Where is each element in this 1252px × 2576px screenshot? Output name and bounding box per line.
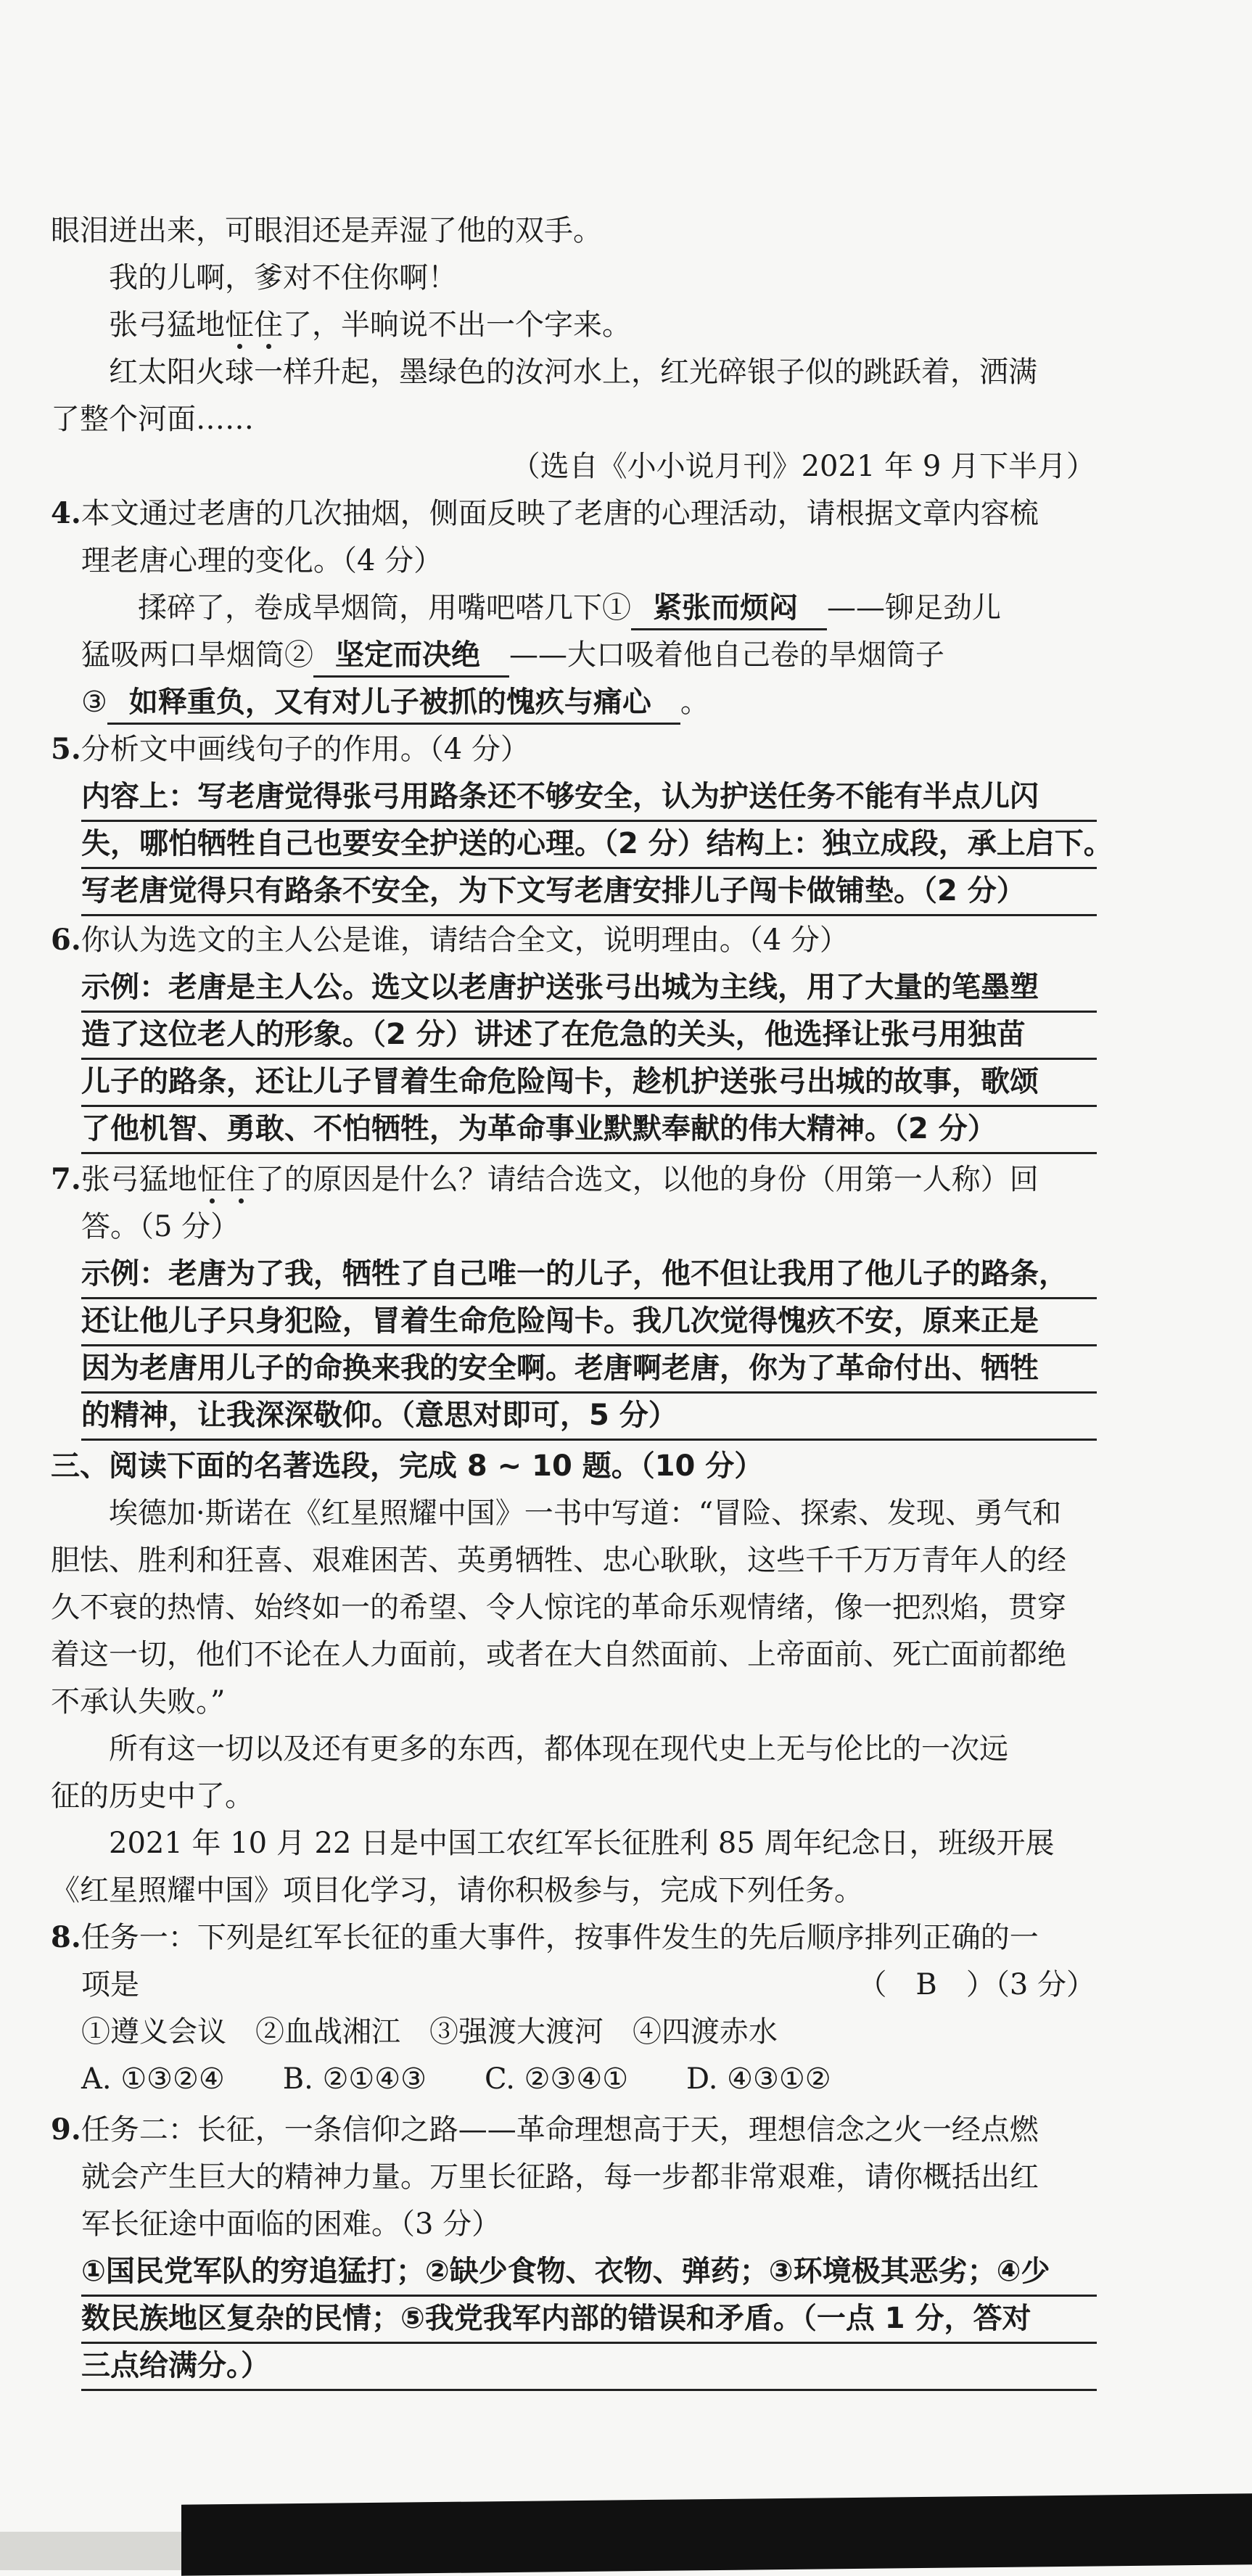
intro-paragraph: 2021 年 10 月 22 日是中国工农红军长征胜利 85 周年纪念日，班级开展 [109, 1827, 1055, 1860]
intro-paragraph: 《红星照耀中国》项目化学习，请你积极参与，完成下列任务。 [51, 1874, 863, 1907]
answer-line: 写老唐觉得只有路条不安全，为下文写老唐安排儿子闯卡做铺垫。（2 分） [81, 871, 1097, 916]
story-paragraph: 我的儿啊，爹对不住你啊！ [109, 261, 457, 295]
excerpt-paragraph: 胆怯、胜利和狂喜、艰难困苦、英勇牺牲、忠心耿耿，这些千千万万青年人的经 [51, 1544, 1066, 1577]
excerpt-paragraph: 所有这一切以及还有更多的东西，都体现在现代史上无与伦比的一次远 [109, 1732, 1008, 1766]
question-5-stem: 5.分析文中画线句子的作用。（4 分） [51, 732, 530, 766]
answer-line: ①国民党军队的穷追猛打；②缺少食物、衣物、弹药；③环境极其恶劣；④少 [81, 2251, 1097, 2297]
answer-line: 还让他儿子只身犯险，冒着生命危险闯卡。我几次觉得愧疚不安，原来正是 [81, 1301, 1097, 1346]
story-paragraph: 了整个河面…… [51, 403, 254, 436]
question-9-stem: 军长征途中面临的困难。（3 分） [81, 2207, 501, 2241]
answer-line: 失，哪怕牺牲自己也要安全护送的心理。（2 分）结构上：独立成段，承上启下。 [81, 823, 1097, 869]
answer-line: 的精神，让我深深敬仰。（意思对即可，5 分） [81, 1395, 1097, 1441]
question-4-line: ③ 如释重负，又有对儿子被抓的愧疚与痛心 。 [81, 682, 1126, 725]
answer-blank-3: 如释重负，又有对儿子被抓的愧疚与痛心 [107, 682, 680, 725]
question-8-stem: 8.任务一：下列是红军长征的重大事件，按事件发生的先后顺序排列正确的一 [51, 1920, 1039, 1954]
excerpt-paragraph: 埃德加·斯诺在《红星照耀中国》一书中写道：“冒险、探索、发现、勇气和 [109, 1497, 1062, 1530]
question-8-options: A. ①③②④ B. ②①④③ C. ②③④① D. ④③①② [81, 2062, 831, 2096]
excerpt-paragraph: 着这一切，他们不论在人力面前，或者在大自然面前、上帝面前、死亡面前都绝 [51, 1638, 1066, 1671]
answer-line: 示例：老唐为了我，牺牲了自己唯一的儿子，他不但让我用了他儿子的路条， [81, 1254, 1097, 1299]
answer-line: 示例：老唐是主人公。选文以老唐护送张弓出城为主线，用了大量的笔墨塑 [81, 967, 1097, 1013]
question-8-events: ①遵义会议 ②血战湘江 ③强渡大渡河 ④四渡赤水 [81, 2015, 778, 2049]
answer-line: 儿子的路条，还让儿子冒着生命危险闯卡，趁机护送张弓出城的故事，歌颂 [81, 1061, 1097, 1107]
excerpt-paragraph: 不承认失败。” [51, 1685, 226, 1719]
question-8-answer: （ B ）（3 分） [857, 1968, 1095, 2001]
story-paragraph: 张弓猛地怔住了，半晌说不出一个字来。 [109, 308, 631, 342]
question-4-stem: 4.本文通过老唐的几次抽烟，侧面反映了老唐的心理活动，请根据文章内容梳 [51, 496, 1039, 530]
question-9-stem: 就会产生巨大的精神力量。万里长征路，每一步都非常艰难，请你概括出红 [81, 2160, 1039, 2194]
answer-line: 内容上：写老唐觉得张弓用路条还不够安全，认为护送任务不能有半点儿闪 [81, 776, 1097, 822]
answer-blank-2: 坚定而决绝 [313, 635, 509, 678]
question-7-stem: 7.张弓猛地怔住了的原因是什么？请结合选文，以他的身份（用第一人称）回 [51, 1162, 1039, 1196]
story-source: （选自《小小说月刊》2021 年 9 月下半月） [511, 450, 1095, 483]
answer-line: 了他机智、勇敢、不怕牺牲，为革命事业默默奉献的伟大精神。（2 分） [81, 1108, 1097, 1154]
answer-line: 三点给满分。） [81, 2345, 1097, 2391]
question-6-stem: 6.你认为选文的主人公是谁，请结合全文，说明理由。（4 分） [51, 923, 849, 957]
scan-edge [0, 2532, 181, 2570]
story-paragraph: 红太阳火球一样升起，墨绿色的汝河水上，红光碎银子似的跳跃着，洒满 [109, 355, 1037, 389]
answer-blank-1: 紧张而烦闷 [631, 588, 827, 630]
answer-line: 数民族地区复杂的民情；⑤我党我军内部的错误和矛盾。（一点 1 分，答对 [81, 2298, 1097, 2344]
question-4-line: 猛吸两口旱烟筒② 坚定而决绝 ——大口吸着他自己卷的旱烟筒子 [81, 635, 1126, 678]
question-4-line: 揉碎了，卷成旱烟筒，用嘴吧嗒几下① 紧张而烦闷 ——铆足劲儿 [138, 588, 1182, 630]
answer-line: 因为老唐用儿子的命换来我的安全啊。老唐啊老唐，你为了革命付出、牺牲 [81, 1348, 1097, 1394]
story-paragraph: 眼泪迸出来，可眼泪还是弄湿了他的双手。 [51, 214, 602, 247]
excerpt-paragraph: 久不衰的热情、始终如一的希望、令人惊诧的革命乐观情绪，像一把烈焰，贯穿 [51, 1591, 1066, 1624]
section-3-title: 三、阅读下面的名著选段，完成 8 ~ 10 题。（10 分） [51, 1449, 764, 1483]
question-7-stem: 答。（5 分） [81, 1210, 240, 1243]
question-4-stem: 理老唐心理的变化。（4 分） [81, 544, 443, 577]
scan-shadow-bar [181, 2493, 1252, 2575]
question-9-stem: 9.任务二：长征，一条信仰之路——革命理想高于天，理想信念之火一经点燃 [51, 2112, 1039, 2147]
excerpt-paragraph: 征的历史中了。 [51, 1779, 254, 1813]
answer-line: 造了这位老人的形象。（2 分）讲述了在危急的关头，他选择让张弓用独苗 [81, 1014, 1097, 1060]
question-8-stem: 项是 [81, 1968, 139, 2001]
